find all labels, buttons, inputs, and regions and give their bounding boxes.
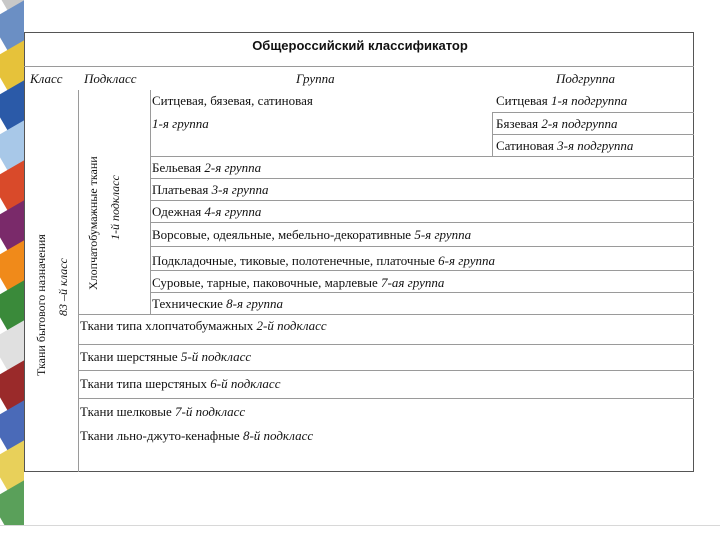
group-row: Ворсовые, одеяльные, мебельно-декоративные 5-я группа — [152, 227, 472, 242]
subclass-divider — [78, 314, 694, 315]
subgroup-divider — [492, 112, 694, 113]
header-subgroup: Подгруппа — [556, 71, 615, 86]
group-row: Подкладочные, тиковые, полотенечные, платочные 6-я группа — [152, 253, 495, 268]
group-row: Одежная 4-я группа — [152, 204, 262, 219]
subgroup-item: Ситцевая 1-я подгруппа — [496, 93, 628, 108]
subclass-divider — [78, 370, 694, 371]
subclass-row: Ткани шелковые 7-й подкласс — [80, 404, 246, 419]
page-title: Общероссийский классификатор — [252, 38, 468, 53]
subclass-label: Хлопчатобумажные ткани — [86, 156, 100, 290]
slide-footer-bar — [0, 525, 720, 540]
header-group: Группа — [296, 71, 335, 86]
subclass-divider — [78, 398, 694, 399]
group1-code: 1-я группа — [152, 116, 209, 131]
subclass-row: Ткани шерстяные 5-й подкласс — [80, 349, 252, 364]
row-divider — [150, 178, 694, 179]
header-class: Класс — [30, 71, 63, 86]
decorative-fabric-stripes — [0, 0, 24, 540]
class-code: 83 –й класс — [56, 258, 70, 316]
group-row: Технические 8-я группа — [152, 296, 283, 311]
subclass-row: Ткани льно-джуто-кенафные 8-й подкласс — [80, 428, 314, 443]
header-subclass: Подкласс — [84, 71, 137, 86]
group-row: Суровые, тарные, паковочные, марлевые 7-ая группа — [152, 275, 445, 290]
subclass-divider — [78, 344, 694, 345]
class-label: Ткани бытового назначения — [34, 234, 48, 376]
row-divider — [150, 292, 694, 293]
subgroup-item: Сатиновая 3-я подгруппа — [496, 138, 634, 153]
group1-name: Ситцевая, бязевая, сатиновая — [152, 93, 313, 108]
title-divider — [24, 66, 694, 67]
row-divider — [150, 270, 694, 271]
subclass-row: Ткани типа шерстяных 6-й подкласс — [80, 376, 281, 391]
group1-divider — [150, 156, 694, 157]
class-column-divider — [78, 90, 79, 472]
subgroup-divider — [492, 134, 694, 135]
row-divider — [150, 246, 694, 247]
group-column-divider — [492, 112, 493, 156]
subgroup-item: Бязевая 2-я подгруппа — [496, 116, 618, 131]
subclass-row: Ткани типа хлопчатобумажных 2-й подкласс — [80, 318, 327, 333]
subclass-column-divider — [150, 90, 151, 314]
group-row: Платьевая 3-я группа — [152, 182, 269, 197]
group-row: Бельевая 2-я группа — [152, 160, 262, 175]
subclass-code: 1-й подкласс — [108, 175, 122, 240]
row-divider — [150, 200, 694, 201]
row-divider — [150, 222, 694, 223]
